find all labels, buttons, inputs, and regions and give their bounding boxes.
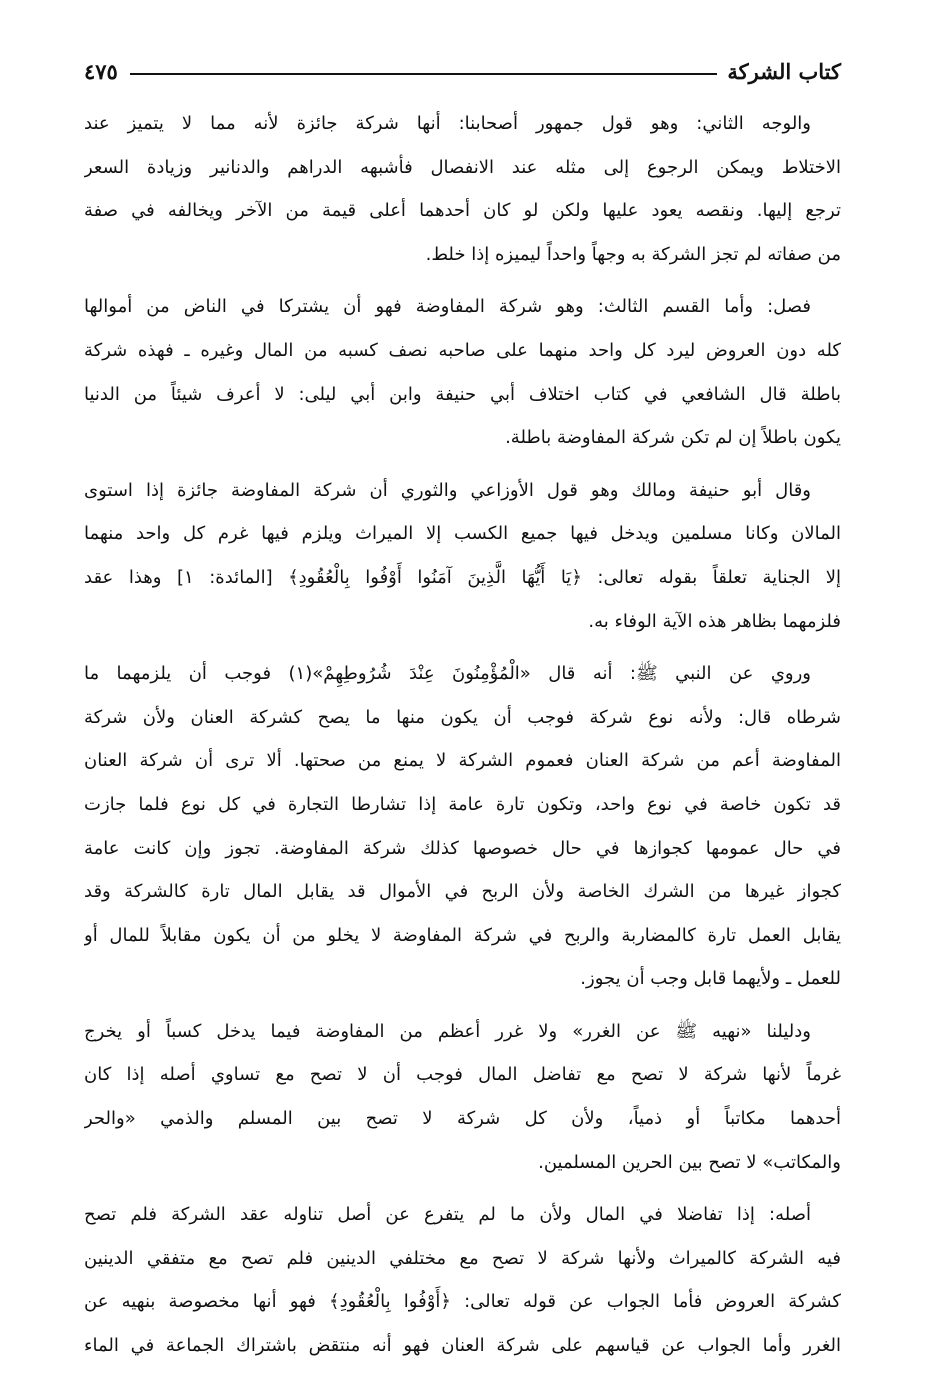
text-line: الاختلاط ويمكن الرجوع إلى مثله عند الانفصال فأشبهه الدراهم والدنانير وزيادة السعر (84, 156, 841, 178)
text-line: والمكاتب» لا تصح بين الحرين المسلمين. (538, 1151, 841, 1173)
page-body (84, 102, 841, 1378)
paragraph-origin (84, 1193, 841, 1367)
text-line: يقابل العمل تارة كالمضاربة والربح في شركة المفاوضة لا يخلو من أن يكون مقابلاً للمال أو (84, 924, 841, 946)
text-line: يكون باطلاً إن لم تكن شركة المفاوضة باطلة. (505, 427, 841, 449)
text-line: فصل: وأما القسم الثالث: وهو شركة المفاوضة فهو أن يشتركا في الناض من أموالها (84, 296, 811, 318)
header-rule (130, 73, 718, 75)
text-line: المالان وكانا مسلمين ويدخل فيها جميع الكسب إلا الميراث ويلزم فيها غرم كل واحد منهما (84, 523, 841, 545)
text-line: قد تكون خاصة في نوع واحد، وتكون تارة عامة إذا تشارطا التجارة في كل نوع فلما جازت (84, 793, 841, 815)
text-line: غرماً لأنها شركة لا تصح مع تفاضل المال فوجب أن لا تصح مع تساوي أصله إذا كان (84, 1064, 841, 1086)
text-line: وروي عن النبي ﷺ: أنه قال «الْمُؤْمِنُونَ عِنْدَ شُرُوطِهِمْ»(١) فوجب أن يلزمهما ما (84, 663, 811, 685)
text-line: إلا الجناية تعلقاً بقوله تعالى: ﴿يَا أَيُّهَا الَّذِينَ آمَنُوا أَوْفُوا بِالْعُقُودِ﴾ [المائدة: ١] وهذا عقد (84, 566, 841, 588)
text-line: فيه الشركة كالميراث ولأنها شركة لا تصح مع مختلفي الدينين فلم تصح مع متفقي الدينين (84, 1247, 841, 1269)
running-head (84, 54, 841, 88)
text-line: المفاوضة أعم من شركة العنان فعموم الشركة لا يمنع من صحتها. ألا ترى أن شركة العنان (84, 750, 841, 772)
text-line: وقال أبو حنيفة ومالك وهو قول الأوزاعي والثوري أن شركة المفاوضة جائزة إذا استوى (84, 479, 811, 501)
paragraph-evidence (84, 1010, 841, 1184)
chapter-title: كتاب الشركة (727, 58, 841, 84)
text-line: من صفاته لم تجز الشركة به وجهاً واحداً ليميزه إذا خلط. (425, 243, 841, 265)
text-line: كله دون العروض ليرد كل واحد منهما على صاحبه نصف كسبه من المال وغيره ـ فهذه شركة (84, 339, 841, 361)
text-line: أصله: إذا تفاضلا في المال ولأن ما لم يتفرع عن أصل تناوله عقد الشركة فلم تصح (84, 1204, 811, 1226)
text-line: كشركة العروض فأما الجواب عن قوله تعالى: ﴿أَوْفُوا بِالْعُقُودِ﴾ فهو أنها مخصوصة بنهيه عن (84, 1291, 841, 1313)
text-line: أحدهما مكاتباً أو ذمياً، ولأن كل شركة لا تصح بين المسلم والذمي «والحر (84, 1108, 841, 1130)
text-line: ودليلنا «نهيه ﷺ عن الغرر» ولا غرر أعظم من المفاوضة فيما يدخل كسباً أو يخرج (84, 1020, 811, 1042)
paragraph-second-view (84, 102, 841, 276)
text-line: والوجه الثاني: وهو قول جمهور أصحابنا: أنها شركة جائزة لأنه مما لا يتميز عند (84, 113, 811, 134)
text-line: ترجع إليها. ونقصه يعود عليها ولكن لو كان أحدهما أعلى قيمة من الآخر ويخالفه في صفة (84, 200, 841, 222)
paragraph-hadith (84, 652, 841, 1001)
text-line: للعمل ـ ولأيهما قابل وجب أن يجوز. (580, 968, 841, 990)
text-line: كجواز غيرها من الشرك الخاصة ولأن الربح في الأموال قد يقابل المال تارة كالشركة وقد (84, 881, 841, 903)
page-number: ٤٧٥ (84, 58, 118, 84)
text-line: الغرر وأما الجواب عن قياسهم على شركة العنان فهو أنه منتقض باشتراك الجماعة في الماء (84, 1335, 841, 1357)
text-line: في حال عمومها كجوازها في حال خصوصها كذلك شركة المفاوضة. تجوز وإن كانت عامة (84, 837, 841, 859)
text-line: باطلة قال الشافعي في كتاب اختلاف أبي حنيفة وابن أبي ليلى: لا أعرف شيئاً من الدنيا (84, 383, 841, 405)
text-line: شرطاه قال: ولأنه نوع شركة فوجب أن يكون منها ما يصح كشركة العنان ولأن شركة (84, 706, 841, 728)
text-line: فلزمهما بظاهر هذه الآية الوفاء به. (588, 610, 841, 632)
paragraph-third-section (84, 285, 841, 459)
paragraph-abu-hanifa (84, 469, 841, 643)
